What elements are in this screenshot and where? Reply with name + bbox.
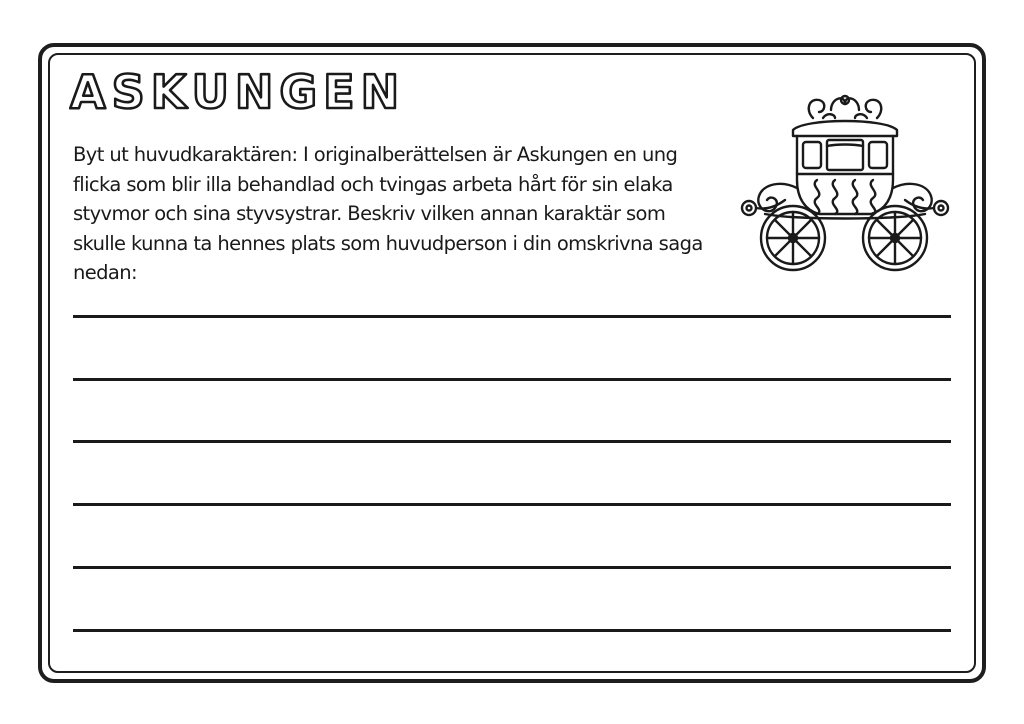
writing-line[interactable]	[73, 315, 951, 318]
title-text: ASKUNGEN	[70, 65, 406, 119]
writing-line[interactable]	[73, 503, 951, 506]
writing-line[interactable]	[73, 378, 951, 381]
writing-line[interactable]	[73, 566, 951, 569]
prompt-text: Byt ut huvudkaraktären: I originalberättelsen är Askungen en ung flicka som blir illa behandlad och tvingas arbeta hårt för sin elaka styvmor och sina styvsystrar. Beskriv vilken annan karaktär som skulle kunna ta hennes plats som huvudperson i din omskrivna saga nedan:	[73, 143, 703, 284]
writing-line[interactable]	[73, 440, 951, 443]
carriage-icon	[735, 88, 955, 278]
writing-line[interactable]	[73, 629, 951, 632]
worksheet-title	[66, 62, 426, 122]
